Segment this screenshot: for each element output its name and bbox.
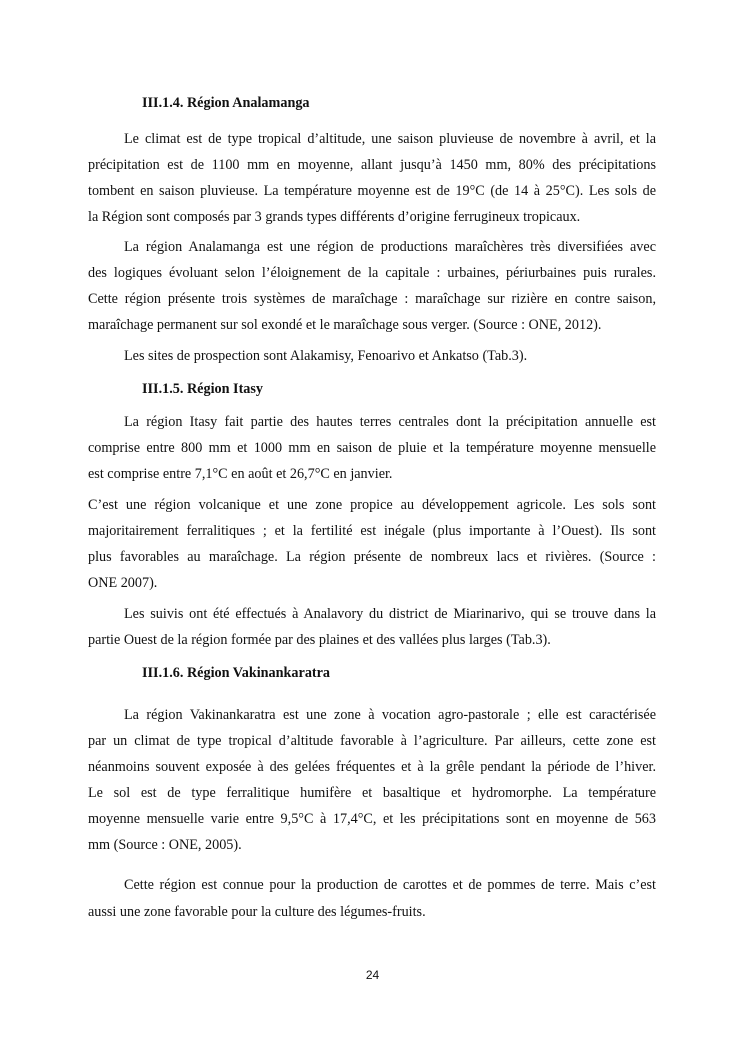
text-line: La région Itasy fait partie des hautes terres centrales dont la précipitation annuelle est: [124, 414, 656, 430]
text-line: tombent en saison pluvieuse. La température moyenne est de 19°C (de 14 à 25°C). Les sols de: [88, 183, 656, 199]
text-line: précipitation est de 1100 mm en moyenne, allant jusqu’à 1450 mm, 80% des précipitations: [88, 157, 656, 173]
text-line: néanmoins souvent exposée à des gelées fréquentes et à la grêle pendant la période de l’hiver.: [88, 759, 656, 775]
text-line: mm (Source : ONE, 2005).: [88, 837, 242, 853]
text-line: maraîchage permanent sur sol exondé et le maraîchage sous verger. (Source : ONE, 2012).: [88, 317, 602, 333]
section-heading: III.1.4. Région Analamanga: [142, 95, 310, 111]
section-heading: III.1.6. Région Vakinankaratra: [142, 665, 331, 681]
text-line: Le sol est de type ferralitique humifère et basaltique et hydromorphe. La température: [88, 785, 656, 801]
text-line: plus favorables au maraîchage. La région présente de nombreux lacs et rivières. (Source :: [88, 549, 656, 565]
text-line: Cette région présente trois systèmes de maraîchage : maraîchage sur rizière en contre saison,: [88, 291, 656, 307]
section-heading: III.1.5. Région Itasy: [142, 381, 264, 397]
text-line: majoritairement ferralitiques ; et la fertilité est inégale (plus importante à l’Ouest). Ils sont: [88, 523, 656, 539]
text-line: est comprise entre 7,1°C en août et 26,7°C en janvier.: [88, 466, 393, 482]
text-line: par un climat de type tropical d’altitude favorable à l’agriculture. Par ailleurs, cette zone est: [88, 733, 656, 749]
text-line: comprise entre 800 mm et 1000 mm en saison de pluie et la température moyenne mensuelle: [88, 440, 656, 456]
text-line: Les sites de prospection sont Alakamisy, Fenoarivo et Ankatso (Tab.3).: [124, 348, 528, 364]
text-line: moyenne mensuelle varie entre 9,5°C à 17,4°C, et les précipitations sont en moyenne de 563: [88, 811, 656, 827]
text-line: des logiques évoluant selon l’éloignement de la capitale : urbaines, périurbaines puis rurales.: [88, 265, 656, 281]
text-line: aussi une zone favorable pour la culture des légumes-fruits.: [88, 904, 426, 920]
text-line: La région Analamanga est une région de productions maraîchères très diversifiées avec: [124, 239, 656, 255]
text-line: Le climat est de type tropical d’altitude, une saison pluvieuse de novembre à avril, et la: [124, 131, 656, 147]
text-line: la Région sont composés par 3 grands types différents d’origine ferrugineux tropicaux.: [88, 209, 581, 225]
text-line: Cette région est connue pour la production de carottes et de pommes de terre. Mais c’est: [124, 877, 656, 893]
text-line: ONE 2007).: [88, 575, 158, 591]
text-line: La région Vakinankaratra est une zone à vocation agro-pastorale ; elle est caractérisée: [124, 707, 656, 723]
text-line: partie Ouest de la région formée par des plaines et des vallées plus larges (Tab.3).: [88, 632, 551, 648]
page-number: 24: [365, 968, 380, 982]
text-line: Les suivis ont été effectués à Analavory du district de Miarinarivo, qui se trouve dans la: [124, 606, 656, 622]
text-line: C’est une région volcanique et une zone propice au développement agricole. Les sols sont: [88, 497, 656, 513]
